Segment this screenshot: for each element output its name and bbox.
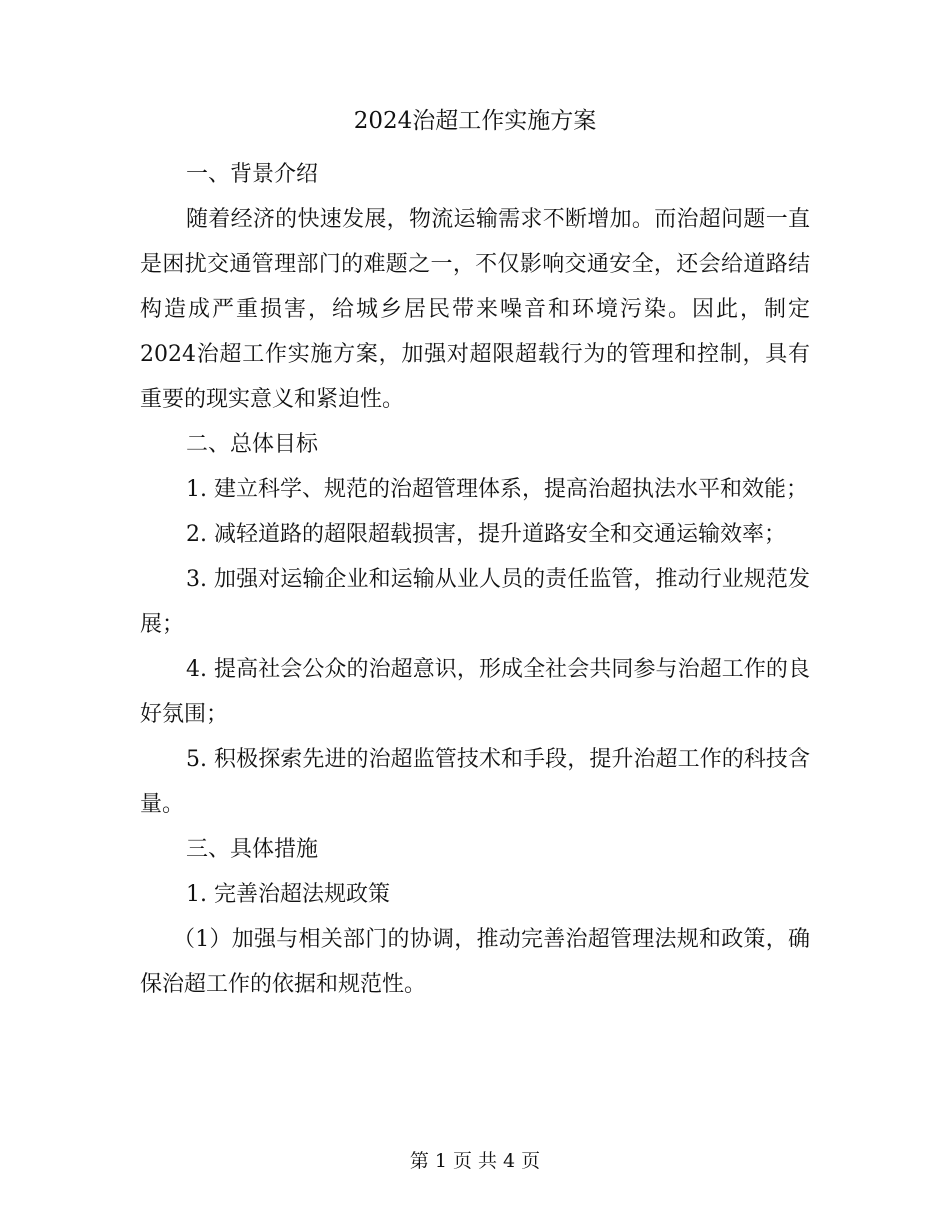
goal-item-4: 4. 提高社会公众的治超意识，形成全社会共同参与治超工作的良好氛围； xyxy=(140,657,810,727)
section-heading-background: 一、背景介绍 xyxy=(186,162,319,187)
document-title: 2024治超工作实施方案 xyxy=(353,108,597,134)
goal-item-1: 1. 建立科学、规范的治超管理体系，提高治超执法水平和效能； xyxy=(186,477,808,502)
goal-item-2: 2. 减轻道路的超限超载损害，提升道路安全和交通运输效率； xyxy=(186,522,786,547)
paragraph-background: 随着经济的快速发展，物流运输需求不断增加。而治超问题一直是困扰交通管理部门的难题之一，不仅影响交通安全，还会给道路结构造成严重损害，给城乡居民带来噪音和环境污染。因此，制定2024治超工作实施方案，加强对超限超载行为的管理和控制，具有重要的现实意义和紧迫性。 xyxy=(140,207,810,412)
section-heading-goals: 二、总体目标 xyxy=(186,432,319,457)
page-footer: 第 1 页 共 4 页 xyxy=(409,1150,541,1172)
measure-subitem-1: （1）加强与相关部门的协调，推动完善治超管理法规和政策，确保治超工作的依据和规范性。 xyxy=(140,927,810,997)
section-heading-measures: 三、具体措施 xyxy=(186,837,319,862)
document-body xyxy=(140,152,810,1007)
goal-item-3: 3. 加强对运输企业和运输从业人员的责任监管，推动行业规范发展； xyxy=(140,567,810,637)
goal-item-5: 5. 积极探索先进的治超监管技术和手段，提升治超工作的科技含量。 xyxy=(140,747,810,817)
measure-item-1: 1. 完善治超法规政策 xyxy=(186,882,390,907)
